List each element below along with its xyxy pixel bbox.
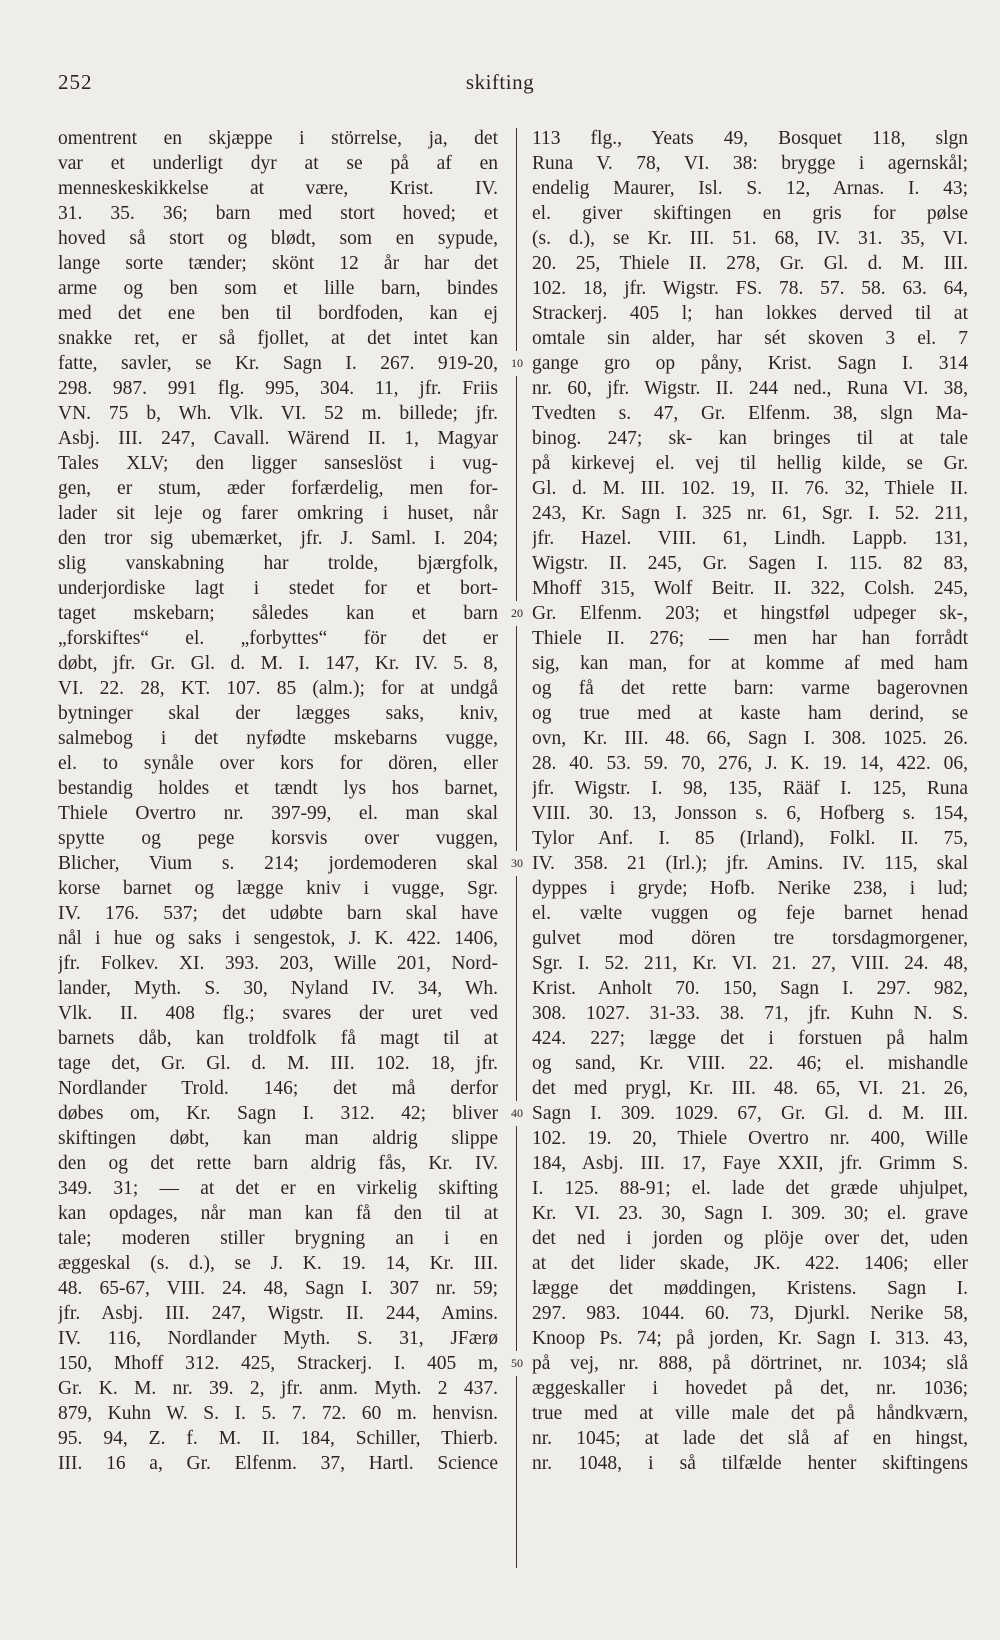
text-line: jfr. Wigstr. I. 98, 135, Rääf I. 125, Runa (532, 778, 968, 799)
text-line: Strackerj. 405 l; han lokkes derved til at (532, 303, 968, 324)
text-line: gen, er stum, æder forfærdelig, men for- (58, 478, 498, 499)
text-line: døbes om, Kr. Sagn I. 312. 42; bliver (58, 1103, 498, 1124)
text-line: Tvedten s. 47, Gr. Elfenm. 38, slgn Ma- (532, 403, 968, 424)
text-line: 113 flg., Yeats 49, Bosquet 118, slgn (532, 128, 968, 149)
text-line: el. giver skiftingen en gris for pølse (532, 203, 968, 224)
text-line: lader sit leje og farer omkring i huset, når (58, 503, 498, 524)
text-line: var et underligt dyr at se på af en (58, 153, 498, 174)
text-line: bytninger skal der lægges saks, kniv, (58, 703, 498, 724)
line-number-marker: 50 (502, 1351, 532, 1376)
text-line: omtale sin alder, har sét skoven 3 el. 7 (532, 328, 968, 349)
text-line: tage det, Gr. Gl. d. M. III. 102. 18, jfr. (58, 1053, 498, 1074)
text-line: dyppes i gryde; Hofb. Nerike 238, i lud; (532, 878, 968, 899)
text-line: Gr. K. M. nr. 39. 2, jfr. anm. Myth. 2 437. (58, 1378, 498, 1399)
text-line: endelig Maurer, Isl. S. 12, Arnas. I. 43; (532, 178, 968, 199)
text-line: arme og ben som et lille barn, bindes (58, 278, 498, 299)
text-line: og true med at kaste ham derind, se (532, 703, 968, 724)
text-line: el. vælte vuggen og feje barnet henad (532, 903, 968, 924)
text-line: Vlk. II. 408 flg.; svares der uret ved (58, 1003, 498, 1024)
text-line: jfr. Folkev. XI. 393. 203, Wille 201, Nord- (58, 953, 498, 974)
text-line: omentrent en skjæppe i störrelse, ja, det (58, 128, 498, 149)
text-line: 243, Kr. Sagn I. 325 nr. 61, Sgr. I. 52. 211, (532, 503, 968, 524)
text-line: korse barnet og lægge kniv i vugge, Sgr. (58, 878, 498, 899)
text-line: jfr. Hazel. VIII. 61, Lindh. Lappb. 131, (532, 528, 968, 549)
text-line: nr. 1045; at lade det slå af en hingst, (532, 1428, 968, 1449)
text-line: 28. 40. 53. 59. 70, 276, J. K. 19. 14, 422. 06, (532, 753, 968, 774)
text-line: jfr. Asbj. III. 247, Wigstr. II. 244, Amins. (58, 1303, 498, 1324)
text-line: den og det rette barn aldrig fås, Kr. IV. (58, 1153, 498, 1174)
page-number: 252 (58, 70, 93, 94)
text-line: 297. 983. 1044. 60. 73, Djurkl. Nerike 58, (532, 1303, 968, 1324)
text-line: Tylor Anf. I. 85 (Irland), Folkl. II. 75, (532, 828, 968, 849)
text-line: Wigstr. II. 245, Gr. Sagen I. 115. 82 83, (532, 553, 968, 574)
text-line: og sand, Kr. VIII. 22. 46; el. mishandle (532, 1053, 968, 1074)
text-line: 424. 227; lægge det i forstuen på halm (532, 1028, 968, 1049)
text-line: menneskeskikkelse at være, Krist. IV. (58, 178, 498, 199)
text-line: underjordiske lagt i stedet for et bort- (58, 578, 498, 599)
right-column (532, 126, 968, 1476)
line-number-marker: 40 (502, 1101, 532, 1126)
text-line: Sagn I. 309. 1029. 67, Gr. Gl. d. M. III. (532, 1103, 968, 1124)
text-line: (s. d.), se Kr. III. 51. 68, IV. 31. 35, VI. (532, 228, 968, 249)
text-line: VI. 22. 28, KT. 107. 85 (alm.); for at undgå (58, 678, 498, 699)
left-column (58, 126, 498, 1476)
text-line: 48. 65-67, VIII. 24. 48, Sagn I. 307 nr. 59; (58, 1278, 498, 1299)
text-line: 20. 25, Thiele II. 278, Gr. Gl. d. M. III. (532, 253, 968, 274)
text-line: VN. 75 b, Wh. Vlk. VI. 52 m. billede; jfr. (58, 403, 498, 424)
text-line: 150, Mhoff 312. 425, Strackerj. I. 405 m, (58, 1353, 498, 1374)
text-line: det med prygl, Kr. III. 48. 65, VI. 21. 26, (532, 1078, 968, 1099)
text-line: 298. 987. 991 flg. 995, 304. 11, jfr. Friis (58, 378, 498, 399)
text-line: at det lider skade, JK. 422. 1406; eller (532, 1253, 968, 1274)
text-line: IV. 116, Nordlander Myth. S. 31, JFærø (58, 1328, 498, 1349)
text-line: IV. 358. 21 (Irl.); jfr. Amins. IV. 115, skal (532, 853, 968, 874)
text-line: skiftingen døbt, kan man aldrig slippe (58, 1128, 498, 1149)
text-line: Thiele Overtro nr. 397-99, el. man skal (58, 803, 498, 824)
text-line: Gl. d. M. III. 102. 19, II. 76. 32, Thiele II. (532, 478, 968, 499)
text-line: 308. 1027. 31-33. 38. 71, jfr. Kuhn N. S. (532, 1003, 968, 1024)
text-line: Thiele II. 276; — men har han forrådt (532, 628, 968, 649)
text-line: æggeskaller i hovedet på det, nr. 1036; (532, 1378, 968, 1399)
text-line: 31. 35. 36; barn med stort hoved; et (58, 203, 498, 224)
text-line: og få det rette barn: varme bagerovnen (532, 678, 968, 699)
text-line: Blicher, Vium s. 214; jordemoderen skal (58, 853, 498, 874)
text-line: Krist. Anholt 70. 150, Sagn I. 297. 982, (532, 978, 968, 999)
text-line: Mhoff 315, Wolf Beitr. II. 322, Colsh. 245, (532, 578, 968, 599)
text-line: gulvet mod dören tre torsdagmorgener, (532, 928, 968, 949)
running-head: skifting (465, 70, 535, 94)
text-line: fatte, savler, se Kr. Sagn I. 267. 919-20, (58, 353, 498, 374)
text-line: snakke ret, er så fjollet, at det intet kan (58, 328, 498, 349)
text-line: kan opdages, når man kan få den til at (58, 1203, 498, 1224)
text-line: 879, Kuhn W. S. I. 5. 7. 72. 60 m. henvisn. (58, 1403, 498, 1424)
text-line: Asbj. III. 247, Cavall. Wärend II. 1, Magyar (58, 428, 498, 449)
text-line: salmebog i det nyfødte mskebarns vugge, (58, 728, 498, 749)
text-line: „forskiftes“ el. „forbyttes“ för det er (58, 628, 498, 649)
text-line: 95. 94, Z. f. M. II. 184, Schiller, Thierb. (58, 1428, 498, 1449)
text-line: bestandig holdes et tændt lys hos barnet, (58, 778, 498, 799)
line-number-marker: 20 (502, 601, 532, 626)
text-line: nr. 1048, i så tilfælde henter skiftingens (532, 1453, 968, 1474)
text-line: ovn, Kr. III. 48. 66, Sagn I. 308. 1025. 26. (532, 728, 968, 749)
text-line: III. 16 a, Gr. Elfenm. 37, Hartl. Science (58, 1453, 498, 1474)
text-line: IV. 176. 537; det udøbte barn skal have (58, 903, 498, 924)
text-line: nål i hue og saks i sengestok, J. K. 422. 1406, (58, 928, 498, 949)
text-line: lægge det møddingen, Kristens. Sagn I. (532, 1278, 968, 1299)
text-line: på kirkevej el. vej til hellig kilde, se Gr. (532, 453, 968, 474)
text-line: Runa V. 78, VI. 38: brygge i agernskål; (532, 153, 968, 174)
text-line: Tales XLV; den ligger sanseslöst i vug- (58, 453, 498, 474)
text-line: taget mskebarn; således kan et barn (58, 603, 498, 624)
line-number-marker: 10 (502, 351, 532, 376)
text-line: sig, kan man, for at komme af med ham (532, 653, 968, 674)
text-line: slig vanskabning har trolde, bjærgfolk, (58, 553, 498, 574)
text-line: Knoop Ps. 74; på jorden, Kr. Sagn I. 313. 43, (532, 1328, 968, 1349)
text-line: nr. 60, jfr. Wigstr. II. 244 ned., Runa VI. 38, (532, 378, 968, 399)
text-line: lander, Myth. S. 30, Nyland IV. 34, Wh. (58, 978, 498, 999)
text-line: med det ene ben til bordfoden, kan ej (58, 303, 498, 324)
page-header (0, 70, 1000, 100)
text-line: spytte og pege korsvis over vuggen, (58, 828, 498, 849)
text-line: på vej, nr. 888, på dörtrinet, nr. 1034; slå (532, 1353, 968, 1374)
text-line: 102. 18, jfr. Wigstr. FS. 78. 57. 58. 63. 64, (532, 278, 968, 299)
text-line: hoved så stort og blødt, som en sypude, (58, 228, 498, 249)
text-line: æggeskal (s. d.), se J. K. 19. 14, Kr. III. (58, 1253, 498, 1274)
text-line: I. 125. 88-91; el. lade det græde uhjulpet, (532, 1178, 968, 1199)
text-line: 102. 19. 20, Thiele Overtro nr. 400, Wille (532, 1128, 968, 1149)
text-line: den tror sig ubemærket, jfr. J. Saml. I. 204; (58, 528, 498, 549)
text-line: det ned i jorden og plöje over det, uden (532, 1228, 968, 1249)
text-line: lange sorte tænder; skönt 12 år har det (58, 253, 498, 274)
text-line: barnets dåb, kan troldfolk få magt til at (58, 1028, 498, 1049)
text-line: gange gro op påny, Krist. Sagn I. 314 (532, 353, 968, 374)
text-line: Sgr. I. 52. 211, Kr. VI. 21. 27, VIII. 24. 48, (532, 953, 968, 974)
text-line: VIII. 30. 13, Jonsson s. 6, Hofberg s. 154, (532, 803, 968, 824)
text-line: el. to synåle over kors for dören, eller (58, 753, 498, 774)
text-line: døbt, jfr. Gr. Gl. d. M. I. 147, Kr. IV. 5. 8, (58, 653, 498, 674)
text-line: 349. 31; — at det er en virkelig skifting (58, 1178, 498, 1199)
text-line: true med at ville male det på håndkværn, (532, 1403, 968, 1424)
text-line: binog. 247; sk- kan bringes til at tale (532, 428, 968, 449)
text-line: Kr. VI. 23. 30, Sagn I. 309. 30; el. grave (532, 1203, 968, 1224)
text-line: Nordlander Trold. 146; det må derfor (58, 1078, 498, 1099)
text-line: tale; moderen stiller brygning an i en (58, 1228, 498, 1249)
line-number-marker: 30 (502, 851, 532, 876)
text-line: 184, Asbj. III. 17, Faye XXII, jfr. Grimm S. (532, 1153, 968, 1174)
text-line: Gr. Elfenm. 203; et hingstføl udpeger sk-, (532, 603, 968, 624)
